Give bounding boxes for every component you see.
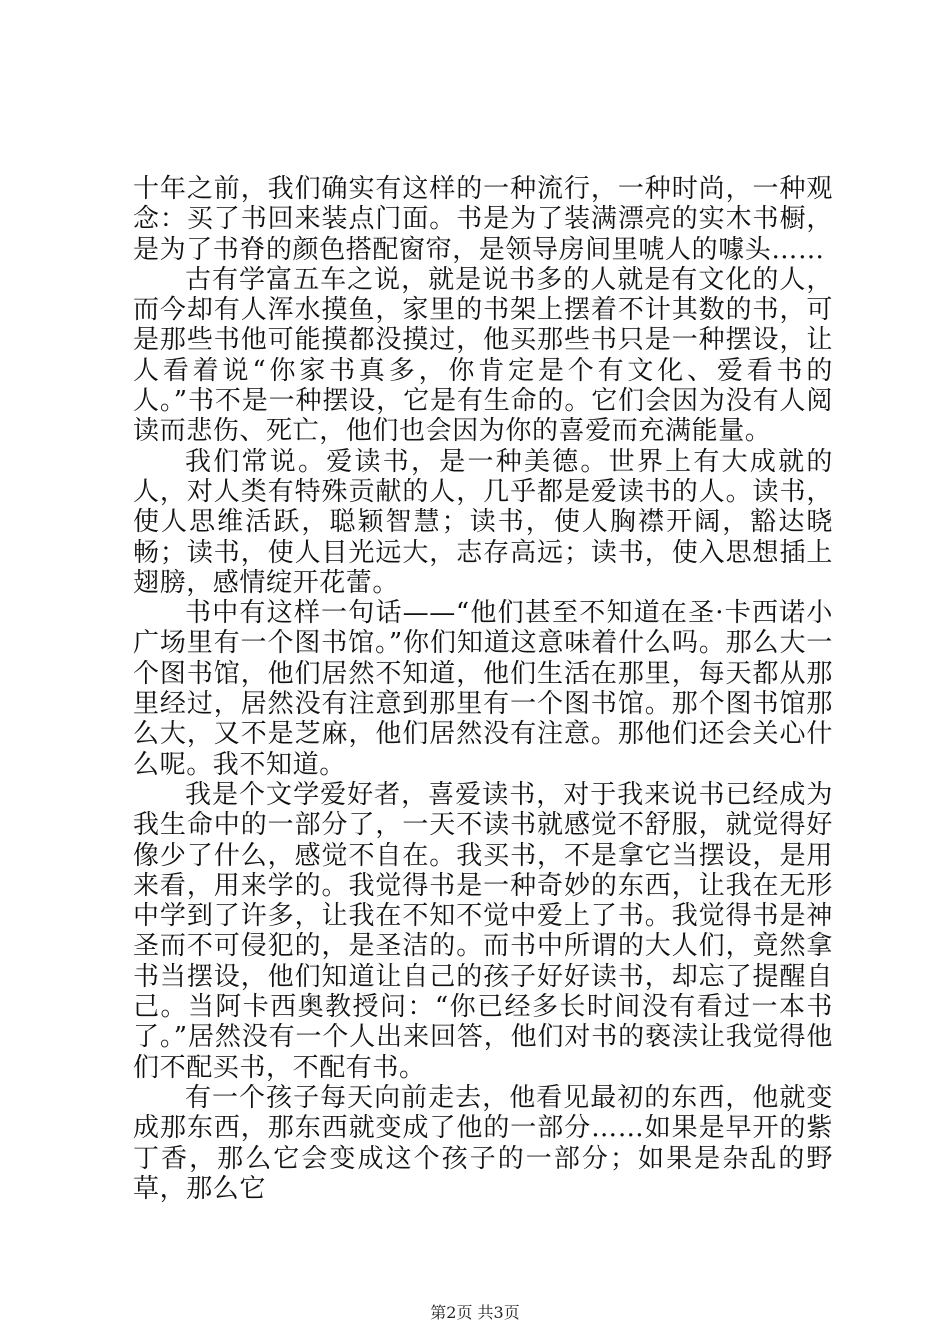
page-number-footer: 第2页 共3页 xyxy=(430,1303,520,1322)
paragraph-2: 古有学富五车之说，就是说书多的人就是有文化的人，而今却有人浑水摸鱼，家里的书架上摆着不计其数的书，可是那些书他可能摸都没摸过，他买那些书只是一种摆设，让人看着说“你家书真多，你肯定是个有文化、爱看书的人。”书不是一种摆设，它是有生命的。它们会因为没有人阅读而悲伤、死亡，他们也会因为你的喜爱而充满能量。 xyxy=(133,264,833,447)
paragraph-1: 十年之前，我们确实有这样的一种流行，一种时尚，一种观念：买了书回来装点门面。书是为了装满漂亮的实木书橱，是为了书脊的颜色搭配窗帘，是领导房间里唬人的噱头…… xyxy=(133,174,833,265)
paragraph-5: 我是个文学爱好者，喜爱读书，对于我来说书已经成为我生命中的一部分了，一天不读书就感觉不舒服，就觉得好像少了什么，感觉不自在。我买书，不是拿它当摆设，是用来看，用来学的。我觉得书是一种奇妙的东西，让我在无形中学到了许多，让我在不知不觉中爱上了书。我觉得书是神圣而不可侵犯的，是圣洁的。而书中所谓的大人们，竟然拿书当摆设，他们知道让自己的孩子好好读书，却忘了提醒自己。当阿卡西奥教授问：“你已经多长时间没有看过一本书了。”居然没有一个人出来回答，他们对书的亵渎让我觉得他们不配买书，不配有书。 xyxy=(133,779,833,1083)
paragraph-4: 书中有这样一句话——“他们甚至不知道在圣·卡西诺小广场里有一个图书馆。”你们知道这意味着什么吗。那么大一个图书馆，他们居然不知道，他们生活在那里，每天都从那里经过，居然没有注意到那里有一个图书馆。那个图书馆那么大，又不是芝麻，他们居然没有注意。那他们还会关心什么呢。我不知道。 xyxy=(133,598,833,780)
paragraph-6: 有一个孩子每天向前走去，他看见最初的东西，他就变成那东西，那东西就变成了他的一部分……如果是早开的紫丁香，那么它会变成这个孩子的一部分；如果是杂乱的野草，那么它 xyxy=(133,1082,833,1204)
paragraph-3: 我们常说。爱读书，是一种美德。世界上有大成就的人，对人类有特殊贡献的人，几乎都是爱读书的人。读书，使人思维活跃，聪颖智慧；读书，使人胸襟开阔，豁达晓畅；读书，使人目光远大，志存高远；读书，使入思想插上翅膀，感情绽开花蕾。 xyxy=(133,446,833,598)
document-body xyxy=(133,174,833,1204)
